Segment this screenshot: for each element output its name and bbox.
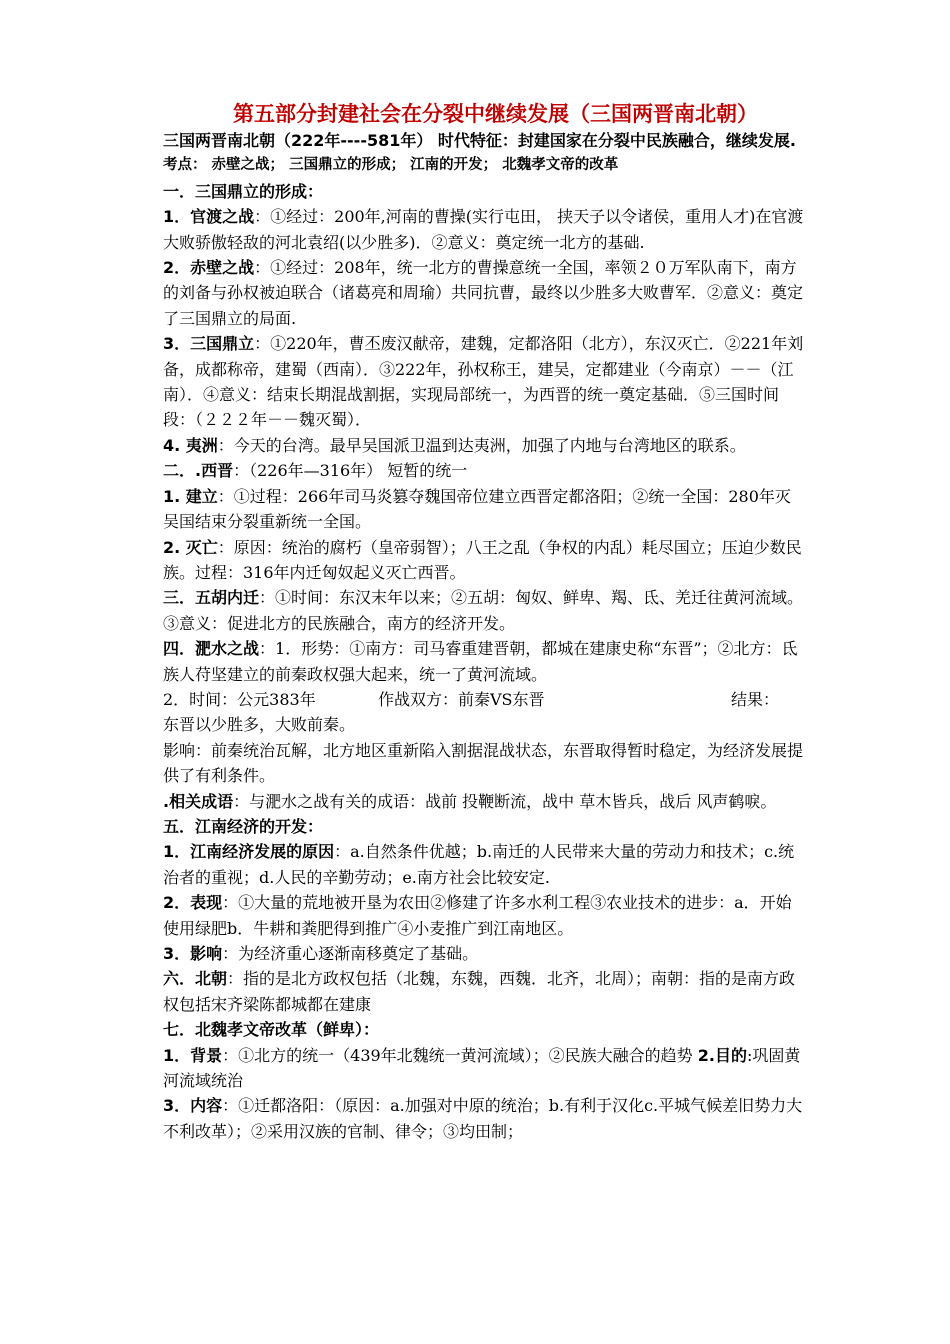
feishui-idioms xyxy=(163,789,805,814)
paragraph-sanguo xyxy=(163,331,805,433)
section-2-heading xyxy=(163,458,805,483)
chibi-label: 2．赤壁之战 xyxy=(163,258,255,278)
yizhou-label: 4. 夷洲 xyxy=(163,435,218,455)
section-5-heading: 五．江南经济的开发： xyxy=(163,816,324,836)
neirong-text: ：①迁都洛阳：（原因：a.加强对中原的统治；b.有利于汉化c.平城气候差旧势力大不利改革）；②采用汉族的官制、律令；③均田制； xyxy=(163,1096,803,1141)
mudi-label: 2.目的 xyxy=(697,1045,747,1065)
yuanyin-text: ：a.自然条件优越；b.南迁的人民带来大量的劳动力和技术；c.统治者的重视；d.人民的辛勤劳动；e.南方社会比较安定. xyxy=(163,842,795,887)
feishui-impact: 影响：前秦统治瓦解，北方地区重新陷入割据混战状态，东晋取得暂时稳定，为经济发展提供了有利条件。 xyxy=(163,740,804,786)
feishui-label: 四．淝水之战 xyxy=(163,639,260,659)
yingxiang-label: 3．影响 xyxy=(163,944,223,963)
paragraph-neirong xyxy=(163,1093,805,1144)
beichao-text: ：指的是北方政权包括（北魏，东魏，西魏．北齐，北周）；南朝：指的是南方政权包括宋齐梁陈都城都在建康 xyxy=(163,969,796,1014)
intro-line: 三国两晋南北朝（222年----581年） 时代特征：封建国家在分裂中民族融合，继续发展. xyxy=(163,131,797,150)
mudi-text: :巩固黄河流域统治 xyxy=(163,1045,801,1091)
xijin-label: 二．.西晋 xyxy=(163,461,234,481)
paragraph-biaoxian xyxy=(163,890,805,941)
feishui-result: 东晋以少胜多，大败前秦。 xyxy=(163,715,356,735)
feishui-text: ：1．形势：①南方：司马睿重建晋朝，都城在建康史称“东晋”；②北方：氐族人苻坚建立的前秦政权强大起来，统一了黄河流域。 xyxy=(163,639,798,684)
paragraph-miewang xyxy=(163,535,805,586)
biaoxian-text: ：①大量的荒地被开垦为农田②修建了许多水利工程③农业技术的进步：a．开始使用绿肥b．牛耕和粪肥得到推广④小麦推广到江南地区。 xyxy=(163,893,792,938)
paragraph-guandu xyxy=(163,204,805,255)
paragraph-jianli xyxy=(163,484,805,535)
paragraph-yingxiang xyxy=(163,941,805,966)
jianli-label: 1. 建立 xyxy=(163,486,218,506)
beichao-label: 六．北朝 xyxy=(163,969,228,989)
yuanyin-label: 1．江南经济发展的原因 xyxy=(163,842,335,862)
feishui-result-label: 结果： xyxy=(731,689,780,709)
section-7-heading: 七．北魏孝文帝改革（鲜卑）： xyxy=(163,1020,380,1040)
wuhu-label: 三．五胡内迁 xyxy=(163,588,260,608)
biaoxian-label: 2．表现 xyxy=(163,893,223,913)
document-body xyxy=(163,128,805,1144)
section-4 xyxy=(163,636,805,687)
neirong-label: 3．内容 xyxy=(163,1096,223,1116)
section-1-heading: 一．三国鼎立的形成： xyxy=(163,181,324,201)
feishui-time: 2．时间：公元383年 xyxy=(163,689,316,709)
paragraph-yuanyin xyxy=(163,839,805,890)
section-3 xyxy=(163,585,805,636)
kaodian-line: 考点： 赤壁之战； 三国鼎立的形成； 江南的开发； 北魏孝文帝的改革 xyxy=(163,157,619,174)
idiom-text: ：与淝水之战有关的成语：战前 投鞭断流，战中 草木皆兵，战后 风声鹤唳。 xyxy=(233,791,777,811)
feishui-time-row xyxy=(163,687,805,712)
yizhou-text: ：今天的台湾。最早吴国派卫温到达夷洲，加强了内地与台湾地区的联系。 xyxy=(217,435,746,455)
yingxiang-text: ：为经济重心逐渐南移奠定了基础。 xyxy=(222,944,479,963)
page-title: 第五部分封建社会在分裂中继续发展（三国两晋南北朝） xyxy=(233,102,758,126)
beijing-text: ：①北方的统一（439年北魏统一黄河流域）；②民族大融合的趋势 xyxy=(222,1045,698,1065)
paragraph-chibi xyxy=(163,255,805,331)
miewang-label: 2. 灭亡 xyxy=(163,537,218,557)
idiom-label: .相关成语 xyxy=(163,791,234,811)
wuhu-text: ：①时间：东汉末年以来；②五胡：匈奴、鲜卑、羯、氐、羌迁往黄河流域。③意义：促进北方的民族融合，南方的经济开发。 xyxy=(163,588,804,633)
chibi-text: ：①经过：208年，统一北方的曹操意统一全国，率领２０万军队南下，南方的刘备与孙权被迫联合（诸葛亮和周瑜）共同抗曹，最终以少胜多大败曹军．②意义：奠定了三国鼎立的局面. xyxy=(163,258,804,328)
miewang-text: ：原因：统治的腐朽（皇帝弱智）；八王之乱（争权的内乱）耗尽国立；压迫少数民族。过程：316年内迁匈奴起义灭亡西晋。 xyxy=(163,537,802,582)
guandu-label: 1．官渡之战 xyxy=(163,207,255,227)
feishui-parties: 作战双方：前秦VS东晋 xyxy=(378,689,545,709)
paragraph-beijing xyxy=(163,1043,805,1094)
jianli-text: ：①过程：266年司马炎篡夺魏国帝位建立西晋定都洛阳；②统一全国：280年灭吴国结束分裂重新统一全国。 xyxy=(163,486,791,532)
section-6 xyxy=(163,966,805,1017)
sanguo-label: 3．三国鼎立 xyxy=(163,334,255,354)
beijing-label: 1．背景 xyxy=(163,1045,223,1065)
xijin-text: ：（226年—316年） 短暂的统一 xyxy=(233,461,468,481)
sanguo-text: ：①220年，曹丕废汉献帝，建魏，定都洛阳（北方），东汉灭亡．②221年刘备，成都称帝，建蜀（西南）．③222年，孙权称王，建吴，定都建业（今南京）－－（江南）．④意义：结束长期混战割据，实现局部统一，为西晋的统一奠定基础．⑤三国时间段：（２２２年－－魏灭蜀）． xyxy=(163,334,804,430)
guandu-text: ：①经过：200年,河南的曹操(实行屯田， 挟天子以令诸侯，重用人才)在官渡大败骄傲轻敌的河北袁绍(以少胜多)．②意义：奠定统一北方的基础. xyxy=(163,207,804,252)
paragraph-yizhou xyxy=(163,433,805,458)
